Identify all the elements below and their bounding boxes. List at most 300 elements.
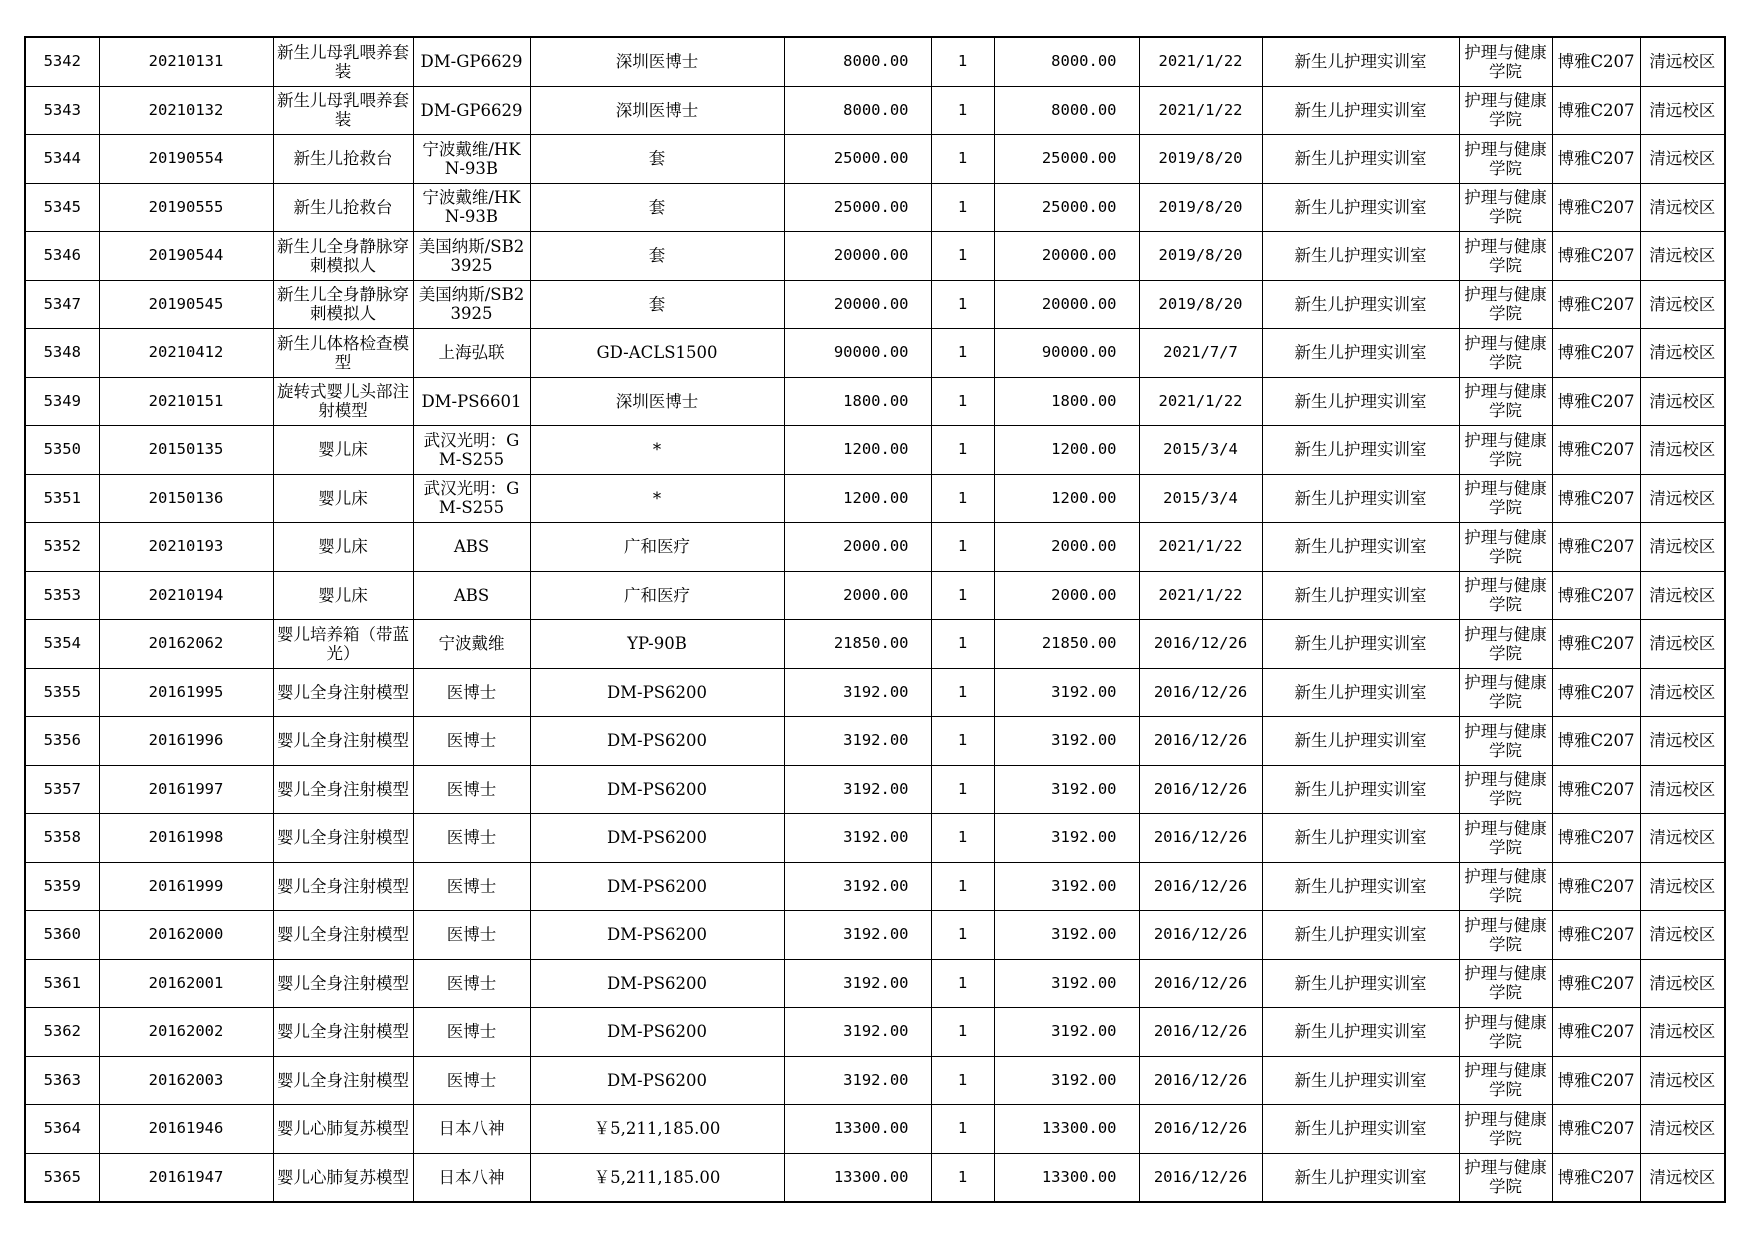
cell-campus: 清远校区 bbox=[1640, 474, 1725, 523]
cell-qty: 1 bbox=[931, 620, 994, 669]
cell-brand: 医博士 bbox=[413, 814, 530, 863]
cell-model: DM-PS6200 bbox=[530, 959, 784, 1008]
cell-dept: 护理与健康学院 bbox=[1459, 717, 1552, 766]
cell-room: 新生儿护理实训室 bbox=[1262, 280, 1459, 329]
cell-qty: 1 bbox=[931, 86, 994, 135]
cell-model: 套 bbox=[530, 280, 784, 329]
cell-asset-no: 20190544 bbox=[99, 232, 273, 281]
cell-date: 2016/12/26 bbox=[1139, 765, 1262, 814]
cell-date: 2016/12/26 bbox=[1139, 1008, 1262, 1057]
cell-unit-price: 1200.00 bbox=[784, 474, 931, 523]
cell-dept: 护理与健康学院 bbox=[1459, 232, 1552, 281]
cell-date: 2021/1/22 bbox=[1139, 523, 1262, 572]
cell-model: 广和医疗 bbox=[530, 523, 784, 572]
cell-room: 新生儿护理实训室 bbox=[1262, 135, 1459, 184]
cell-asset-no: 20210151 bbox=[99, 377, 273, 426]
cell-dept: 护理与健康学院 bbox=[1459, 1056, 1552, 1105]
cell-brand: 医博士 bbox=[413, 959, 530, 1008]
cell-item-name: 婴儿心肺复苏模型 bbox=[273, 1105, 413, 1154]
cell-location: 博雅C207 bbox=[1552, 717, 1640, 766]
cell-dept: 护理与健康学院 bbox=[1459, 814, 1552, 863]
cell-unit-price: 20000.00 bbox=[784, 232, 931, 281]
cell-asset-no: 20150135 bbox=[99, 426, 273, 475]
table-row bbox=[25, 668, 1725, 717]
cell-item-name: 婴儿全身注射模型 bbox=[273, 862, 413, 911]
cell-location: 博雅C207 bbox=[1552, 135, 1640, 184]
cell-dept: 护理与健康学院 bbox=[1459, 668, 1552, 717]
cell-campus: 清远校区 bbox=[1640, 911, 1725, 960]
cell-seq: 5360 bbox=[25, 911, 99, 960]
table-row bbox=[25, 280, 1725, 329]
cell-campus: 清远校区 bbox=[1640, 668, 1725, 717]
cell-room: 新生儿护理实训室 bbox=[1262, 1008, 1459, 1057]
cell-brand: 宁波戴维 bbox=[413, 620, 530, 669]
cell-room: 新生儿护理实训室 bbox=[1262, 1056, 1459, 1105]
cell-seq: 5355 bbox=[25, 668, 99, 717]
cell-item-name: 新生儿体格检查模型 bbox=[273, 329, 413, 378]
cell-dept: 护理与健康学院 bbox=[1459, 86, 1552, 135]
cell-item-name: 新生儿全身静脉穿刺模拟人 bbox=[273, 280, 413, 329]
cell-item-name: 婴儿床 bbox=[273, 571, 413, 620]
cell-model: 深圳医博士 bbox=[530, 86, 784, 135]
cell-seq: 5348 bbox=[25, 329, 99, 378]
cell-unit-price: 25000.00 bbox=[784, 135, 931, 184]
cell-total: 21850.00 bbox=[994, 620, 1139, 669]
table-row bbox=[25, 717, 1725, 766]
cell-item-name: 新生儿抢救台 bbox=[273, 183, 413, 232]
cell-asset-no: 20162003 bbox=[99, 1056, 273, 1105]
cell-qty: 1 bbox=[931, 1056, 994, 1105]
cell-room: 新生儿护理实训室 bbox=[1262, 911, 1459, 960]
cell-campus: 清远校区 bbox=[1640, 717, 1725, 766]
cell-location: 博雅C207 bbox=[1552, 814, 1640, 863]
table-row bbox=[25, 814, 1725, 863]
cell-model: 深圳医博士 bbox=[530, 377, 784, 426]
cell-brand: 宁波戴维/HKN-93B bbox=[413, 135, 530, 184]
cell-location: 博雅C207 bbox=[1552, 1153, 1640, 1202]
cell-asset-no: 20190555 bbox=[99, 183, 273, 232]
cell-model: DM-PS6200 bbox=[530, 668, 784, 717]
cell-total: 1800.00 bbox=[994, 377, 1139, 426]
cell-seq: 5344 bbox=[25, 135, 99, 184]
cell-item-name: 婴儿全身注射模型 bbox=[273, 1056, 413, 1105]
cell-brand: 医博士 bbox=[413, 717, 530, 766]
cell-model: DM-PS6200 bbox=[530, 1008, 784, 1057]
cell-qty: 1 bbox=[931, 571, 994, 620]
cell-total: 3192.00 bbox=[994, 1008, 1139, 1057]
cell-asset-no: 20190545 bbox=[99, 280, 273, 329]
cell-unit-price: 3192.00 bbox=[784, 668, 931, 717]
cell-qty: 1 bbox=[931, 135, 994, 184]
cell-qty: 1 bbox=[931, 280, 994, 329]
cell-campus: 清远校区 bbox=[1640, 426, 1725, 475]
cell-dept: 护理与健康学院 bbox=[1459, 1105, 1552, 1154]
cell-date: 2021/7/7 bbox=[1139, 329, 1262, 378]
cell-asset-no: 20162062 bbox=[99, 620, 273, 669]
cell-item-name: 旋转式婴儿头部注射模型 bbox=[273, 377, 413, 426]
cell-brand: DM-GP6629 bbox=[413, 37, 530, 86]
cell-seq: 5365 bbox=[25, 1153, 99, 1202]
cell-unit-price: 2000.00 bbox=[784, 571, 931, 620]
table-row bbox=[25, 571, 1725, 620]
table-row bbox=[25, 183, 1725, 232]
cell-location: 博雅C207 bbox=[1552, 620, 1640, 669]
cell-qty: 1 bbox=[931, 717, 994, 766]
cell-asset-no: 20190554 bbox=[99, 135, 273, 184]
cell-dept: 护理与健康学院 bbox=[1459, 959, 1552, 1008]
cell-date: 2021/1/22 bbox=[1139, 571, 1262, 620]
cell-date: 2016/12/26 bbox=[1139, 1056, 1262, 1105]
cell-asset-no: 20162001 bbox=[99, 959, 273, 1008]
cell-date: 2016/12/26 bbox=[1139, 717, 1262, 766]
cell-total: 20000.00 bbox=[994, 232, 1139, 281]
cell-qty: 1 bbox=[931, 1105, 994, 1154]
cell-date: 2016/12/26 bbox=[1139, 814, 1262, 863]
cell-total: 1200.00 bbox=[994, 426, 1139, 475]
cell-dept: 护理与健康学院 bbox=[1459, 37, 1552, 86]
cell-total: 3192.00 bbox=[994, 765, 1139, 814]
cell-model: YP-90B bbox=[530, 620, 784, 669]
cell-date: 2019/8/20 bbox=[1139, 232, 1262, 281]
cell-location: 博雅C207 bbox=[1552, 862, 1640, 911]
cell-brand: 医博士 bbox=[413, 1056, 530, 1105]
cell-date: 2016/12/26 bbox=[1139, 959, 1262, 1008]
cell-qty: 1 bbox=[931, 232, 994, 281]
cell-campus: 清远校区 bbox=[1640, 862, 1725, 911]
cell-asset-no: 20150136 bbox=[99, 474, 273, 523]
cell-asset-no: 20162002 bbox=[99, 1008, 273, 1057]
cell-seq: 5351 bbox=[25, 474, 99, 523]
cell-total: 3192.00 bbox=[994, 911, 1139, 960]
cell-location: 博雅C207 bbox=[1552, 523, 1640, 572]
cell-model: ￥5,211,185.00 bbox=[530, 1153, 784, 1202]
cell-campus: 清远校区 bbox=[1640, 959, 1725, 1008]
cell-seq: 5362 bbox=[25, 1008, 99, 1057]
table-row bbox=[25, 426, 1725, 475]
cell-room: 新生儿护理实训室 bbox=[1262, 717, 1459, 766]
cell-dept: 护理与健康学院 bbox=[1459, 571, 1552, 620]
table-row bbox=[25, 377, 1725, 426]
cell-total: 2000.00 bbox=[994, 571, 1139, 620]
table-body bbox=[25, 37, 1725, 1202]
cell-room: 新生儿护理实训室 bbox=[1262, 959, 1459, 1008]
cell-campus: 清远校区 bbox=[1640, 377, 1725, 426]
cell-unit-price: 13300.00 bbox=[784, 1105, 931, 1154]
table-row bbox=[25, 86, 1725, 135]
cell-date: 2016/12/26 bbox=[1139, 1105, 1262, 1154]
cell-dept: 护理与健康学院 bbox=[1459, 135, 1552, 184]
cell-seq: 5347 bbox=[25, 280, 99, 329]
cell-date: 2021/1/22 bbox=[1139, 37, 1262, 86]
cell-qty: 1 bbox=[931, 911, 994, 960]
cell-model: 套 bbox=[530, 232, 784, 281]
cell-qty: 1 bbox=[931, 474, 994, 523]
cell-qty: 1 bbox=[931, 959, 994, 1008]
cell-date: 2021/1/22 bbox=[1139, 377, 1262, 426]
cell-date: 2019/8/20 bbox=[1139, 183, 1262, 232]
cell-asset-no: 20161947 bbox=[99, 1153, 273, 1202]
cell-total: 20000.00 bbox=[994, 280, 1139, 329]
cell-model: DM-PS6200 bbox=[530, 765, 784, 814]
cell-brand: 医博士 bbox=[413, 1008, 530, 1057]
table-row bbox=[25, 135, 1725, 184]
cell-asset-no: 20161997 bbox=[99, 765, 273, 814]
table-row bbox=[25, 959, 1725, 1008]
cell-unit-price: 1200.00 bbox=[784, 426, 931, 475]
cell-location: 博雅C207 bbox=[1552, 765, 1640, 814]
cell-seq: 5357 bbox=[25, 765, 99, 814]
table-row bbox=[25, 1153, 1725, 1202]
cell-model: 广和医疗 bbox=[530, 571, 784, 620]
cell-campus: 清远校区 bbox=[1640, 765, 1725, 814]
cell-total: 25000.00 bbox=[994, 183, 1139, 232]
cell-location: 博雅C207 bbox=[1552, 232, 1640, 281]
cell-item-name: 婴儿床 bbox=[273, 426, 413, 475]
cell-room: 新生儿护理实训室 bbox=[1262, 620, 1459, 669]
cell-dept: 护理与健康学院 bbox=[1459, 862, 1552, 911]
cell-location: 博雅C207 bbox=[1552, 911, 1640, 960]
cell-model: DM-PS6200 bbox=[530, 911, 784, 960]
cell-unit-price: 21850.00 bbox=[784, 620, 931, 669]
cell-campus: 清远校区 bbox=[1640, 280, 1725, 329]
cell-room: 新生儿护理实训室 bbox=[1262, 86, 1459, 135]
cell-dept: 护理与健康学院 bbox=[1459, 1008, 1552, 1057]
cell-campus: 清远校区 bbox=[1640, 1056, 1725, 1105]
cell-item-name: 婴儿床 bbox=[273, 474, 413, 523]
cell-item-name: 婴儿全身注射模型 bbox=[273, 911, 413, 960]
cell-room: 新生儿护理实训室 bbox=[1262, 1153, 1459, 1202]
cell-item-name: 婴儿全身注射模型 bbox=[273, 717, 413, 766]
cell-room: 新生儿护理实训室 bbox=[1262, 668, 1459, 717]
cell-asset-no: 20210132 bbox=[99, 86, 273, 135]
cell-qty: 1 bbox=[931, 668, 994, 717]
cell-asset-no: 20161998 bbox=[99, 814, 273, 863]
cell-seq: 5363 bbox=[25, 1056, 99, 1105]
cell-brand: 宁波戴维/HKN-93B bbox=[413, 183, 530, 232]
cell-seq: 5353 bbox=[25, 571, 99, 620]
cell-date: 2016/12/26 bbox=[1139, 620, 1262, 669]
cell-location: 博雅C207 bbox=[1552, 280, 1640, 329]
cell-item-name: 婴儿心肺复苏模型 bbox=[273, 1153, 413, 1202]
table-row bbox=[25, 1105, 1725, 1154]
cell-date: 2016/12/26 bbox=[1139, 862, 1262, 911]
cell-asset-no: 20210412 bbox=[99, 329, 273, 378]
table-row bbox=[25, 474, 1725, 523]
cell-seq: 5349 bbox=[25, 377, 99, 426]
cell-room: 新生儿护理实训室 bbox=[1262, 377, 1459, 426]
cell-location: 博雅C207 bbox=[1552, 377, 1640, 426]
cell-seq: 5343 bbox=[25, 86, 99, 135]
cell-dept: 护理与健康学院 bbox=[1459, 474, 1552, 523]
cell-qty: 1 bbox=[931, 329, 994, 378]
cell-room: 新生儿护理实训室 bbox=[1262, 814, 1459, 863]
cell-total: 3192.00 bbox=[994, 959, 1139, 1008]
cell-dept: 护理与健康学院 bbox=[1459, 523, 1552, 572]
cell-item-name: 婴儿全身注射模型 bbox=[273, 668, 413, 717]
cell-item-name: 婴儿全身注射模型 bbox=[273, 765, 413, 814]
cell-date: 2019/8/20 bbox=[1139, 135, 1262, 184]
cell-seq: 5356 bbox=[25, 717, 99, 766]
cell-date: 2016/12/26 bbox=[1139, 668, 1262, 717]
cell-room: 新生儿护理实训室 bbox=[1262, 329, 1459, 378]
cell-seq: 5352 bbox=[25, 523, 99, 572]
cell-location: 博雅C207 bbox=[1552, 37, 1640, 86]
cell-brand: 美国纳斯/SB23925 bbox=[413, 280, 530, 329]
cell-brand: 武汉光明：GM-S255 bbox=[413, 474, 530, 523]
cell-item-name: 新生儿全身静脉穿刺模拟人 bbox=[273, 232, 413, 281]
cell-item-name: 婴儿全身注射模型 bbox=[273, 814, 413, 863]
cell-location: 博雅C207 bbox=[1552, 474, 1640, 523]
cell-asset-no: 20161996 bbox=[99, 717, 273, 766]
cell-campus: 清远校区 bbox=[1640, 135, 1725, 184]
cell-unit-price: 90000.00 bbox=[784, 329, 931, 378]
cell-campus: 清远校区 bbox=[1640, 620, 1725, 669]
cell-room: 新生儿护理实训室 bbox=[1262, 765, 1459, 814]
cell-unit-price: 3192.00 bbox=[784, 1056, 931, 1105]
cell-brand: DM-PS6601 bbox=[413, 377, 530, 426]
cell-seq: 5354 bbox=[25, 620, 99, 669]
cell-unit-price: 3192.00 bbox=[784, 959, 931, 1008]
cell-unit-price: 3192.00 bbox=[784, 862, 931, 911]
cell-brand: DM-GP6629 bbox=[413, 86, 530, 135]
cell-campus: 清远校区 bbox=[1640, 1105, 1725, 1154]
cell-campus: 清远校区 bbox=[1640, 329, 1725, 378]
cell-item-name: 婴儿全身注射模型 bbox=[273, 959, 413, 1008]
cell-seq: 5346 bbox=[25, 232, 99, 281]
table-row bbox=[25, 1008, 1725, 1057]
cell-unit-price: 2000.00 bbox=[784, 523, 931, 572]
cell-total: 3192.00 bbox=[994, 814, 1139, 863]
cell-unit-price: 25000.00 bbox=[784, 183, 931, 232]
cell-model: DM-PS6200 bbox=[530, 814, 784, 863]
cell-model: 深圳医博士 bbox=[530, 37, 784, 86]
cell-date: 2016/12/26 bbox=[1139, 911, 1262, 960]
cell-total: 25000.00 bbox=[994, 135, 1139, 184]
cell-location: 博雅C207 bbox=[1552, 426, 1640, 475]
cell-campus: 清远校区 bbox=[1640, 232, 1725, 281]
cell-unit-price: 3192.00 bbox=[784, 1008, 931, 1057]
cell-item-name: 婴儿培养箱（带蓝光） bbox=[273, 620, 413, 669]
cell-qty: 1 bbox=[931, 1008, 994, 1057]
cell-qty: 1 bbox=[931, 765, 994, 814]
cell-item-name: 新生儿母乳喂养套装 bbox=[273, 37, 413, 86]
cell-unit-price: 3192.00 bbox=[784, 911, 931, 960]
cell-date: 2016/12/26 bbox=[1139, 1153, 1262, 1202]
cell-model: * bbox=[530, 474, 784, 523]
cell-dept: 护理与健康学院 bbox=[1459, 765, 1552, 814]
cell-total: 2000.00 bbox=[994, 523, 1139, 572]
cell-brand: 日本八神 bbox=[413, 1153, 530, 1202]
cell-campus: 清远校区 bbox=[1640, 523, 1725, 572]
cell-dept: 护理与健康学院 bbox=[1459, 183, 1552, 232]
cell-model: GD-ACLS1500 bbox=[530, 329, 784, 378]
cell-unit-price: 20000.00 bbox=[784, 280, 931, 329]
cell-brand: 日本八神 bbox=[413, 1105, 530, 1154]
cell-location: 博雅C207 bbox=[1552, 571, 1640, 620]
cell-brand: 医博士 bbox=[413, 765, 530, 814]
cell-item-name: 婴儿全身注射模型 bbox=[273, 1008, 413, 1057]
cell-asset-no: 20210131 bbox=[99, 37, 273, 86]
cell-asset-no: 20161946 bbox=[99, 1105, 273, 1154]
cell-date: 2019/8/20 bbox=[1139, 280, 1262, 329]
cell-date: 2015/3/4 bbox=[1139, 426, 1262, 475]
cell-item-name: 婴儿床 bbox=[273, 523, 413, 572]
cell-item-name: 新生儿母乳喂养套装 bbox=[273, 86, 413, 135]
cell-room: 新生儿护理实训室 bbox=[1262, 862, 1459, 911]
cell-campus: 清远校区 bbox=[1640, 86, 1725, 135]
cell-room: 新生儿护理实训室 bbox=[1262, 474, 1459, 523]
cell-dept: 护理与健康学院 bbox=[1459, 280, 1552, 329]
cell-total: 1200.00 bbox=[994, 474, 1139, 523]
cell-dept: 护理与健康学院 bbox=[1459, 329, 1552, 378]
cell-room: 新生儿护理实训室 bbox=[1262, 37, 1459, 86]
cell-unit-price: 8000.00 bbox=[784, 86, 931, 135]
cell-location: 博雅C207 bbox=[1552, 1105, 1640, 1154]
cell-model: * bbox=[530, 426, 784, 475]
cell-model: DM-PS6200 bbox=[530, 717, 784, 766]
cell-qty: 1 bbox=[931, 37, 994, 86]
cell-qty: 1 bbox=[931, 1153, 994, 1202]
cell-model: 套 bbox=[530, 183, 784, 232]
cell-qty: 1 bbox=[931, 523, 994, 572]
table-row bbox=[25, 620, 1725, 669]
cell-seq: 5361 bbox=[25, 959, 99, 1008]
cell-unit-price: 8000.00 bbox=[784, 37, 931, 86]
cell-dept: 护理与健康学院 bbox=[1459, 377, 1552, 426]
cell-room: 新生儿护理实训室 bbox=[1262, 1105, 1459, 1154]
cell-location: 博雅C207 bbox=[1552, 86, 1640, 135]
cell-asset-no: 20162000 bbox=[99, 911, 273, 960]
table-row bbox=[25, 329, 1725, 378]
cell-location: 博雅C207 bbox=[1552, 1056, 1640, 1105]
cell-model: DM-PS6200 bbox=[530, 862, 784, 911]
cell-total: 13300.00 bbox=[994, 1153, 1139, 1202]
cell-brand: ABS bbox=[413, 571, 530, 620]
cell-total: 13300.00 bbox=[994, 1105, 1139, 1154]
cell-campus: 清远校区 bbox=[1640, 571, 1725, 620]
cell-date: 2015/3/4 bbox=[1139, 474, 1262, 523]
cell-brand: 医博士 bbox=[413, 862, 530, 911]
cell-unit-price: 3192.00 bbox=[784, 765, 931, 814]
cell-dept: 护理与健康学院 bbox=[1459, 1153, 1552, 1202]
cell-asset-no: 20210194 bbox=[99, 571, 273, 620]
cell-qty: 1 bbox=[931, 377, 994, 426]
cell-location: 博雅C207 bbox=[1552, 329, 1640, 378]
cell-item-name: 新生儿抢救台 bbox=[273, 135, 413, 184]
cell-unit-price: 3192.00 bbox=[784, 717, 931, 766]
cell-room: 新生儿护理实训室 bbox=[1262, 183, 1459, 232]
cell-total: 90000.00 bbox=[994, 329, 1139, 378]
cell-location: 博雅C207 bbox=[1552, 959, 1640, 1008]
cell-qty: 1 bbox=[931, 183, 994, 232]
table-row bbox=[25, 523, 1725, 572]
cell-seq: 5359 bbox=[25, 862, 99, 911]
cell-brand: 上海弘联 bbox=[413, 329, 530, 378]
cell-brand: ABS bbox=[413, 523, 530, 572]
cell-total: 8000.00 bbox=[994, 86, 1139, 135]
cell-asset-no: 20210193 bbox=[99, 523, 273, 572]
cell-dept: 护理与健康学院 bbox=[1459, 620, 1552, 669]
cell-room: 新生儿护理实训室 bbox=[1262, 571, 1459, 620]
cell-campus: 清远校区 bbox=[1640, 1153, 1725, 1202]
cell-dept: 护理与健康学院 bbox=[1459, 911, 1552, 960]
cell-brand: 美国纳斯/SB23925 bbox=[413, 232, 530, 281]
table-row bbox=[25, 232, 1725, 281]
cell-model: DM-PS6200 bbox=[530, 1056, 784, 1105]
cell-brand: 医博士 bbox=[413, 668, 530, 717]
cell-campus: 清远校区 bbox=[1640, 1008, 1725, 1057]
cell-asset-no: 20161999 bbox=[99, 862, 273, 911]
